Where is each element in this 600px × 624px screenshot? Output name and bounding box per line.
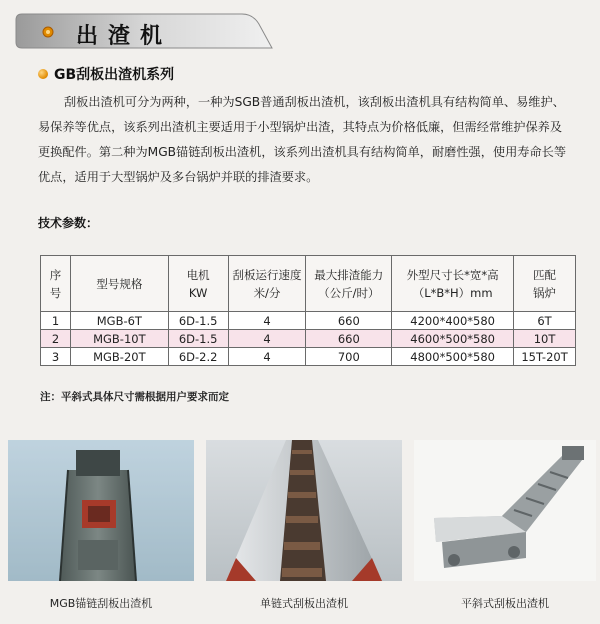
photo-mgb-conveyor xyxy=(8,440,194,581)
table-cell: 2 xyxy=(41,330,71,348)
table-row xyxy=(41,312,576,330)
params-heading: 技术参数： xyxy=(38,216,99,230)
table-cell: 660 xyxy=(306,330,392,348)
table-cell: 4600*500*580 xyxy=(392,330,514,348)
header-cell: 匹配 锅炉 xyxy=(514,256,576,312)
table-cell: 6T xyxy=(514,312,576,330)
header-cell: 刮板运行速度 米/分 xyxy=(228,256,306,312)
table-row xyxy=(41,348,576,366)
table-cell: 4 xyxy=(228,330,306,348)
table-cell: 10T xyxy=(514,330,576,348)
photo-single-chain-conveyor xyxy=(206,440,402,581)
table-cell: 4800*500*580 xyxy=(392,348,514,366)
intro-paragraph: 刮板出渣机可分为两种，一种为SGB普通刮板出渣机，该刮板出渣机具有结构简单、易维护、易保养等优点，该系列出渣机主要适用于小型锅炉出渣，其特点为价格低廉，但需经常维护保养及更换配件。第二种为MGB锚链刮板出渣机，该系列出渣机具有结构简单，耐磨性强，使用寿命长等优点，适用于大型锅炉及多台锅炉并联的排渣要求。 xyxy=(38,95,567,184)
table-cell: 1 xyxy=(41,312,71,330)
header-cell: 型号规格 xyxy=(70,256,168,312)
table-row xyxy=(41,330,576,348)
header-banner xyxy=(14,12,276,52)
header-cell: 最大排渣能力 （公斤/时） xyxy=(306,256,392,312)
table-cell: 15T-20T xyxy=(514,348,576,366)
table-cell: 3 xyxy=(41,348,71,366)
table-cell: 4200*400*580 xyxy=(392,312,514,330)
photo-slanted-conveyor xyxy=(414,440,596,581)
table-cell: 6D-1.5 xyxy=(168,312,228,330)
section-title: GB刮板出渣机系列 xyxy=(54,67,175,83)
table-cell: 660 xyxy=(306,312,392,330)
note-text: 注：平斜式具体尺寸需根据用户要求而定 xyxy=(40,391,229,403)
banner-title: 出渣机 xyxy=(76,24,173,49)
table-header-row xyxy=(41,256,576,312)
table-cell: 700 xyxy=(306,348,392,366)
header-cell: 外型尺寸长*宽*高 （L*B*H）mm xyxy=(392,256,514,312)
spec-table xyxy=(40,255,576,366)
table-cell: 4 xyxy=(228,312,306,330)
header-cell: 电机 KW xyxy=(168,256,228,312)
table-cell: MGB-20T xyxy=(70,348,168,366)
table-cell: 6D-2.2 xyxy=(168,348,228,366)
bullet-icon xyxy=(38,69,48,79)
header-cell: 序 号 xyxy=(41,256,71,312)
caption-single-chain: 单链式刮板出渣机 xyxy=(260,597,348,610)
section-heading xyxy=(38,64,174,84)
table-cell: 4 xyxy=(228,348,306,366)
table-cell: 6D-1.5 xyxy=(168,330,228,348)
caption-slanted: 平斜式刮板出渣机 xyxy=(461,597,549,610)
caption-mgb: MGB锚链刮板出渣机 xyxy=(49,597,153,610)
table-cell: MGB-6T xyxy=(70,312,168,330)
table-cell: MGB-10T xyxy=(70,330,168,348)
